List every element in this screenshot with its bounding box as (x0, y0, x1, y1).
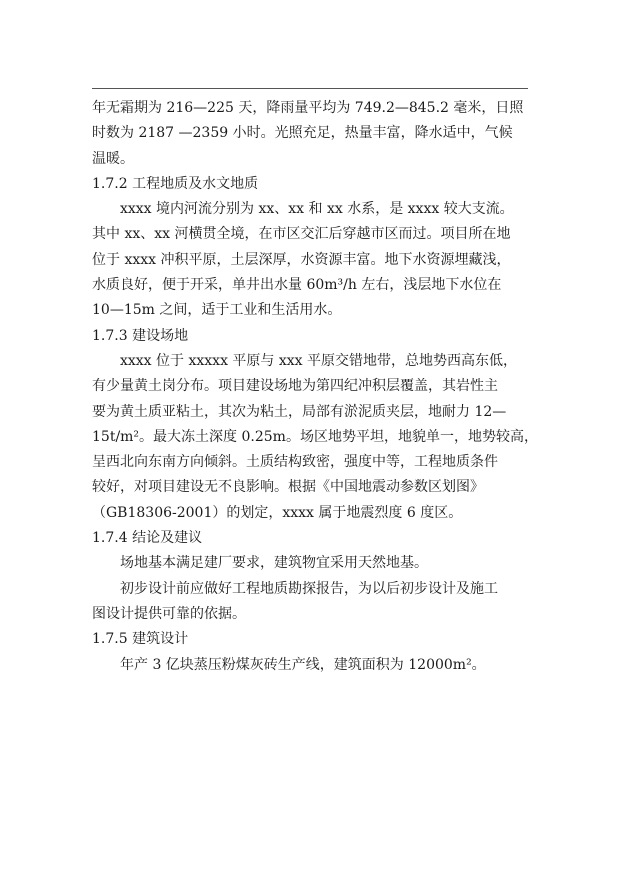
paragraph-line: 较好，对项目建设无不良影响。根据《中国地震动参数区划图》 (92, 479, 484, 496)
section-1-7-1-tail (92, 96, 530, 172)
document-body (92, 96, 538, 678)
paragraph-line: 其中 xx、xx 河横贯全境，在市区交汇后穿越市区而过。项目所在地 (92, 226, 511, 243)
section-1-7-2 (92, 172, 530, 324)
paragraph-line: 图设计提供可靠的依据。 (92, 605, 246, 622)
section-heading: 1.7.5 建筑设计 (92, 631, 189, 648)
header-rule (92, 88, 528, 89)
paragraph-line: 时数为 2187 —2359 小时。光照充足，热量丰富，降水适中，气候 (92, 125, 513, 142)
paragraph-line: xxxx 位于 xxxxx 平原与 xxx 平原交错地带，总地势西高东低， (120, 352, 517, 369)
paragraph-line: 场地基本满足建厂要求，建筑物宜采用天然地基。 (120, 555, 428, 572)
paragraph-line: （GB18306-2001）的划定，xxxx 属于地震烈度 6 度区。 (92, 504, 463, 521)
section-heading: 1.7.3 建设场地 (92, 327, 189, 344)
section-1-7-4 (92, 526, 530, 627)
paragraph-line: 呈西北向东南方向倾斜。土质结构致密，强度中等，工程地质条件 (92, 454, 498, 471)
section-1-7-3 (92, 324, 538, 526)
section-heading: 1.7.4 结论及建议 (92, 530, 203, 547)
section-1-7-5 (92, 627, 530, 678)
paragraph-line: 15t/m²。最大冻土深度 0.25m。场区地势平坦，地貌单一，地势较高， (92, 428, 538, 445)
paragraph-line: 年无霜期为 216—225 天，降雨量平均为 749.2—845.2 毫米，日照 (92, 100, 524, 116)
paragraph-line: 初步设计前应做好工程地质勘探报告，为以后初步设计及施工 (120, 580, 498, 597)
paragraph-line: 要为黄土质亚粘土，其次为粘土，局部有淤泥质夹层，地耐力 12— (92, 403, 507, 420)
paragraph-line: xxxx 境内河流分别为 xx、xx 和 xx 水系，是 xxxx 较大支流。 (120, 201, 514, 218)
paragraph-line: 年产 3 亿块蒸压粉煤灰砖生产线，建筑面积为 12000m²。 (120, 656, 486, 673)
paragraph-line: 有少量黄土岗分布。项目建设场地为第四纪冲积层覆盖，其岩性主 (92, 378, 498, 395)
paragraph-line: 位于 xxxx 冲积平原，土层深厚，水资源丰富。地下水资源埋藏浅， (92, 251, 511, 268)
paragraph-line: 水质良好，便于开采，单井出水量 60m³/h 左右，浅层地下水位在 (92, 277, 502, 294)
paragraph-line: 10—15m 之间，适于工业和生活用水。 (92, 302, 342, 319)
section-heading: 1.7.2 工程地质及水文地质 (92, 175, 259, 192)
paragraph-line: 温暖。 (92, 150, 134, 167)
